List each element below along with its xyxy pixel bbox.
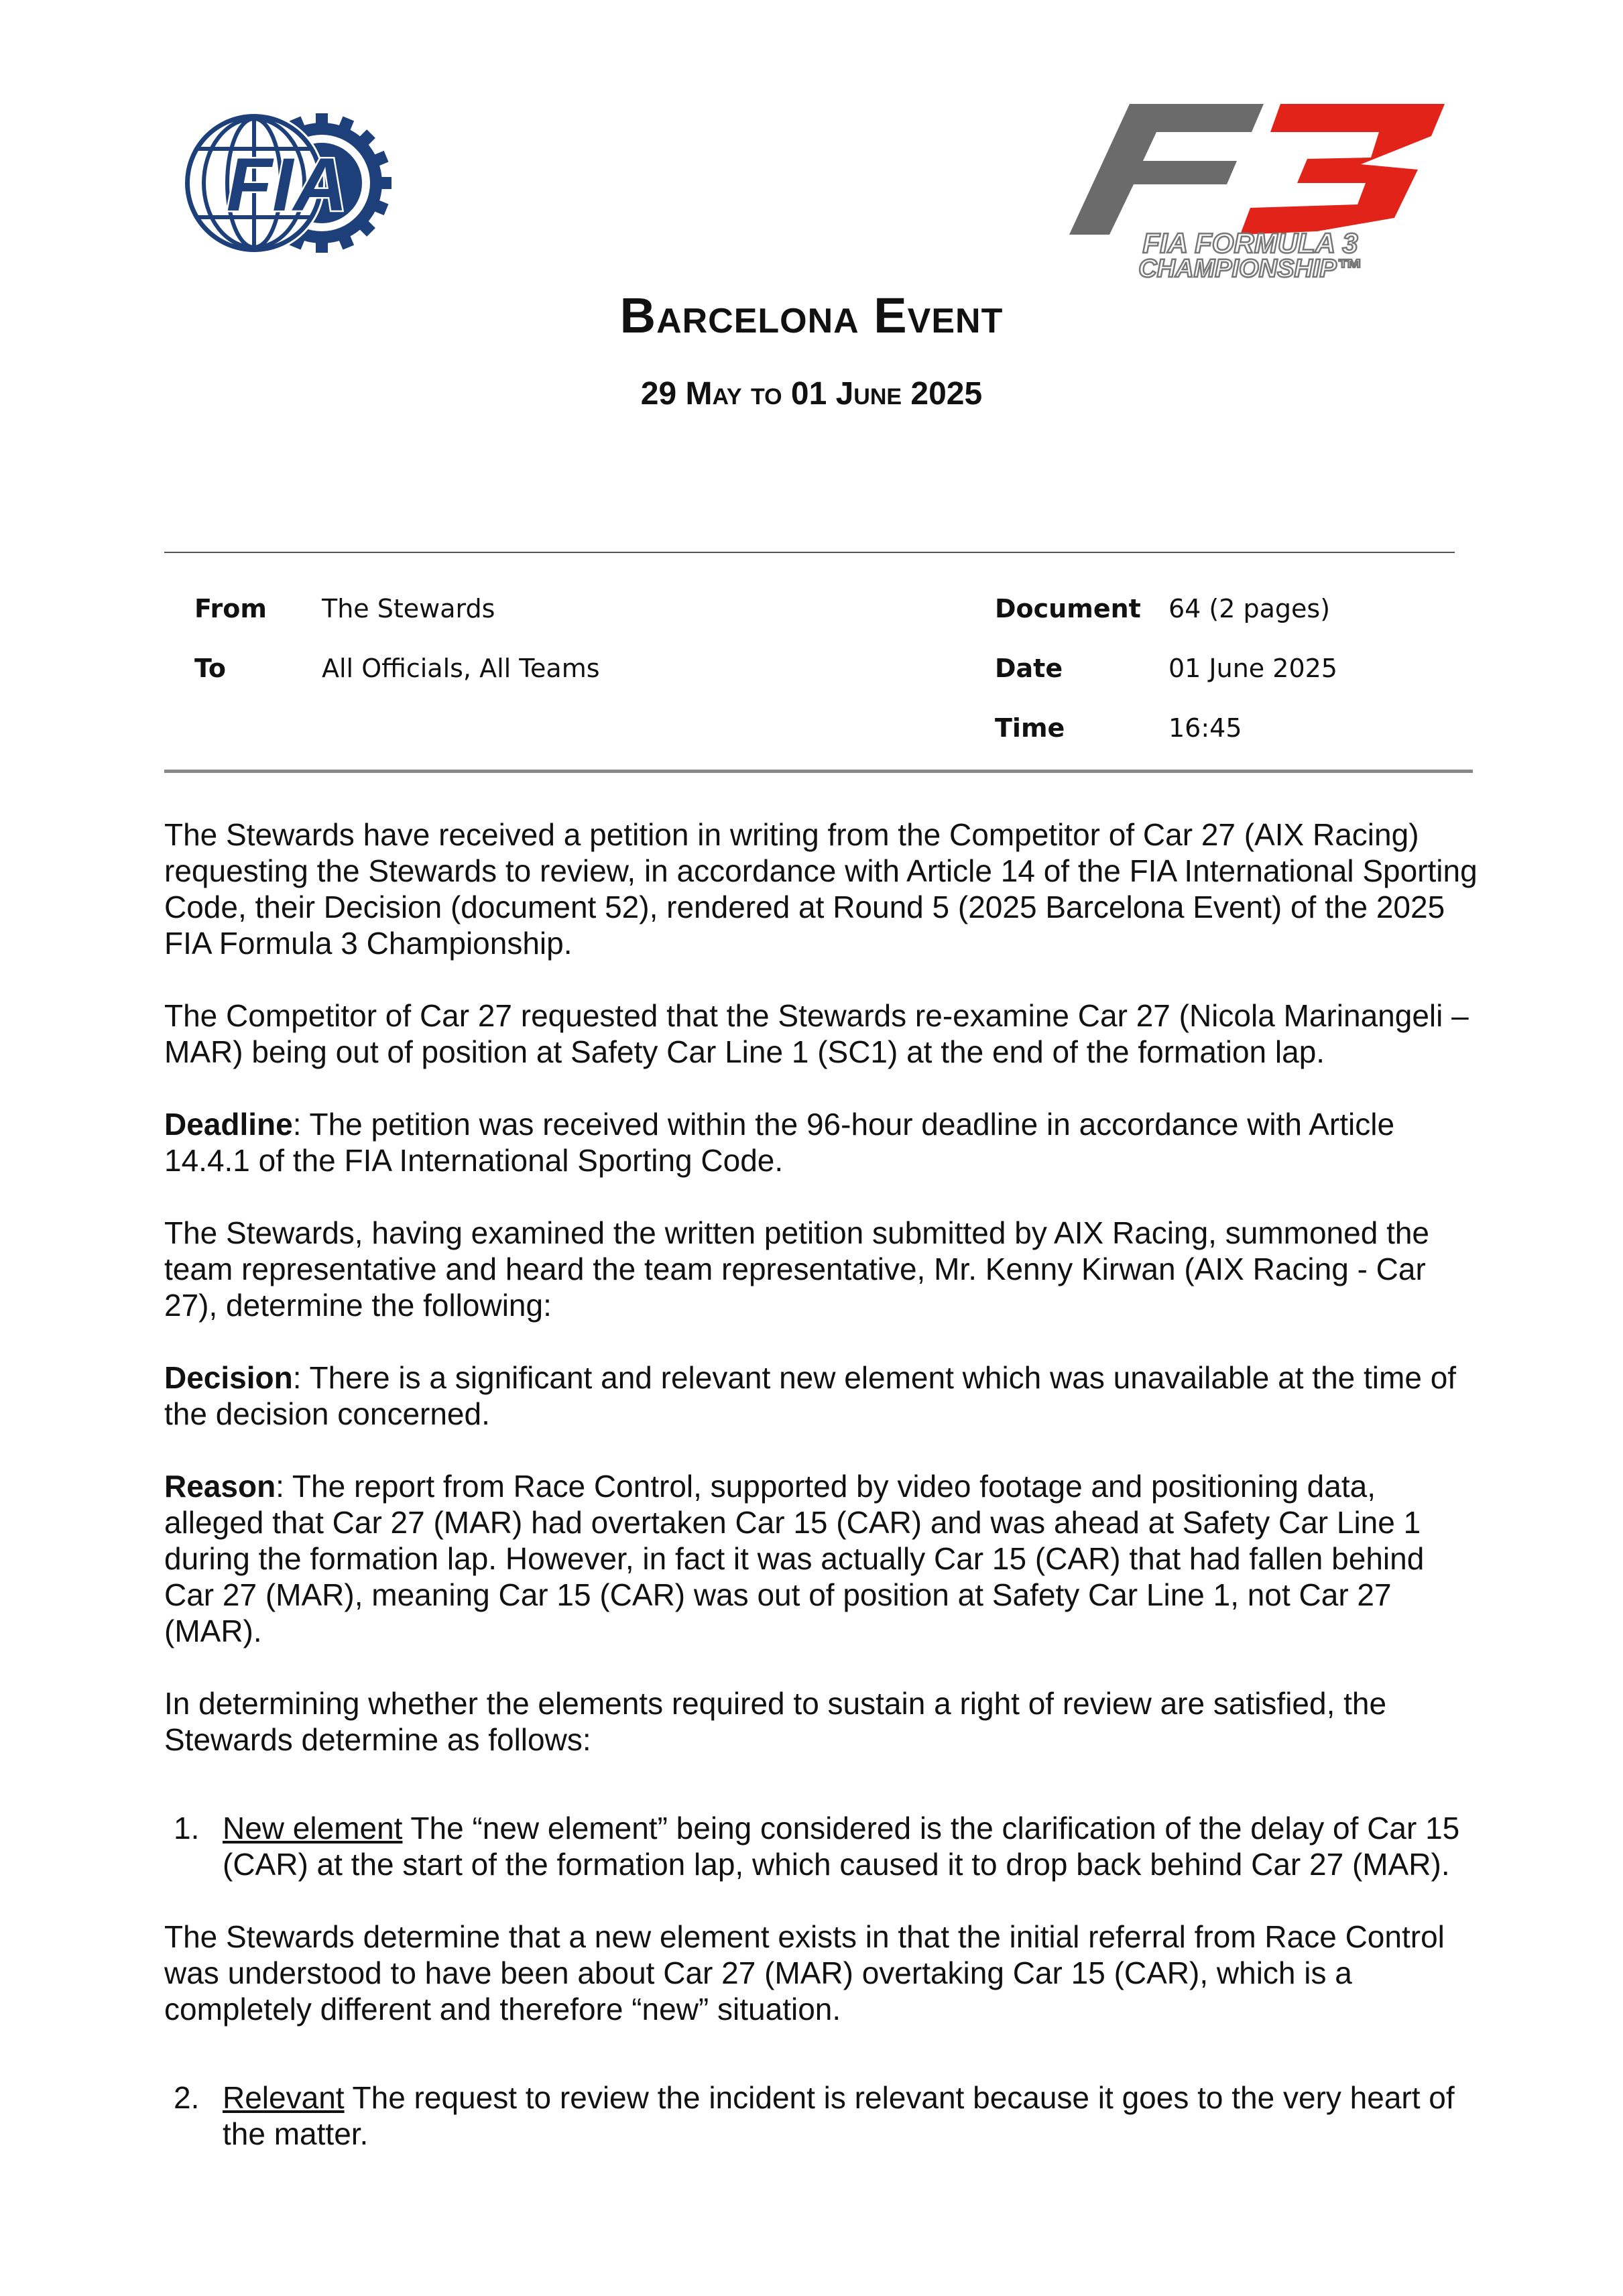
- paragraph-criteria: In determining whether the elements required to sustain a right of review are satisfied, the Stewards determine as follows:: [164, 1686, 1387, 1757]
- event-dates: 29 May to 01 June 2025: [640, 376, 983, 412]
- event-title: Barcelona Event: [619, 288, 1004, 343]
- paragraph-deadline: [164, 1106, 1478, 1179]
- time-value: 16:45: [1168, 713, 1242, 743]
- date-value: 01 June 2025: [1168, 654, 1337, 683]
- deadline-label: Deadline: [164, 1107, 293, 1142]
- decision-text: : There is a significant and relevant new element which was unavailable at the time of the decision concerned.: [164, 1360, 1457, 1431]
- list-item-new-element: [164, 1810, 1478, 1882]
- document-value: 64 (2 pages): [1168, 594, 1331, 623]
- paragraph-request: The Competitor of Car 27 requested that the Stewards re-examine Car 27 (Nicola Marinangeli – MAR) being out of position at Safety Car Line 1 (SC1) at the end of the formation lap.: [164, 998, 1469, 1069]
- list-number: 2.: [174, 2080, 200, 2115]
- paragraph-hearing: The Stewards, having examined the written petition submitted by AIX Racing, summoned the team representative and heard the team representative, Mr. Kenny Kirwan (AIX Racing - Car 27), determine the following:: [164, 1215, 1430, 1323]
- svg-text:FIA FORMULA 3: FIA FORMULA 3: [1142, 227, 1358, 259]
- document-label: Document: [995, 594, 1141, 623]
- decision-label: Decision: [164, 1360, 293, 1395]
- svg-text:CHAMPIONSHIP™: CHAMPIONSHIP™: [1138, 255, 1362, 278]
- document-body: [164, 817, 1478, 2188]
- time-label: Time: [995, 713, 1065, 743]
- paragraph-decision: [164, 1360, 1478, 1432]
- from-label: From: [194, 594, 267, 623]
- to-value: All Officials, All Teams: [322, 654, 600, 683]
- deadline-text: : The petition was received within the 96-hour deadline in accordance with Article 14.4.1 of the FIA International Sporting Code.: [164, 1107, 1395, 1178]
- list-item-relevant: [164, 2079, 1478, 2152]
- from-value: The Stewards: [322, 594, 495, 623]
- reason-text: : The report from Race Control, supported by video footage and positioning data, alleged that Car 27 (MAR) had overtaken Car 15 (CAR) and was ahead at Safety Car Line 1 during the formation lap. However, in fact it was actually Car 15 (CAR) that had fallen behind Car 27 (MAR), meaning Car 15 (CAR) was out of position at Safety Car Line 1, not Car 27 (MAR).: [164, 1469, 1425, 1648]
- list-number: 1.: [174, 1811, 200, 1846]
- relevant-label: Relevant: [223, 2080, 345, 2115]
- paragraph-reason: [164, 1468, 1478, 1649]
- new-element-label: New element: [223, 1811, 403, 1846]
- fia-logo: [180, 109, 393, 257]
- relevant-text: The request to review the incident is relevant because it goes to the very heart of the matter.: [223, 2080, 1455, 2151]
- f3-championship-logo: [1056, 97, 1458, 278]
- svg-text:FIA: FIA: [226, 143, 348, 227]
- paragraph-petition: The Stewards have received a petition in writing from the Competitor of Car 27 (AIX Racing) requesting the Stewards to review, in accordance with Article 14 of the FIA International Sporting Code, their Decision (document 52), rendered at Round 5 (2025 Barcelona Event) of the 2025 FIA Formula 3 Championship.: [164, 817, 1478, 961]
- date-label: Date: [995, 654, 1063, 683]
- meta-divider: [164, 770, 1473, 773]
- to-label: To: [194, 654, 226, 683]
- reason-label: Reason: [164, 1469, 276, 1504]
- new-element-text: The “new element” being considered is the clarification of the delay of Car 15 (CAR) at the start of the formation lap, which caused it to drop back behind Car 27 (MAR).: [223, 1811, 1460, 1882]
- header-divider: [164, 552, 1455, 553]
- paragraph-new-element-exists: The Stewards determine that a new element exists in that the initial referral from Race Control was understood to have been about Car 27 (MAR) overtaking Car 15 (CAR), which is a completely different and therefore “new” situation.: [164, 1919, 1445, 2027]
